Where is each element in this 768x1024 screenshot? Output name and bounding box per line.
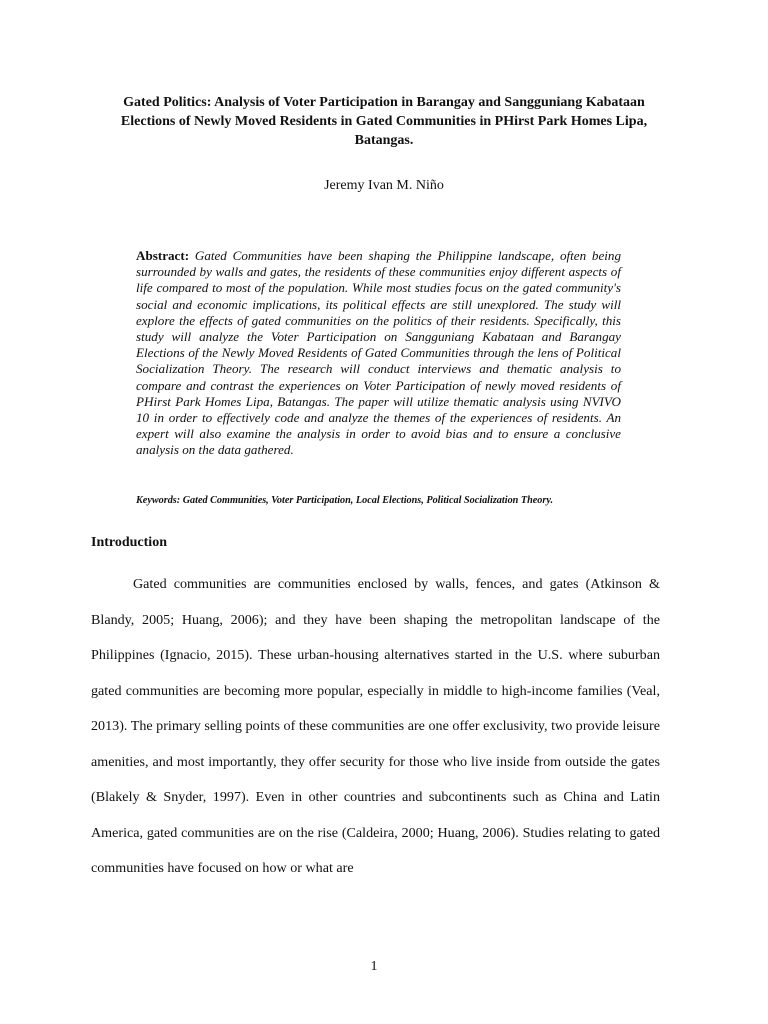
- title-line: Gated Politics: Analysis of Voter Participation in Barangay and Sangguniang Kabataan: [123, 95, 645, 110]
- keywords-line: Keywords: Gated Communities, Voter Participation, Local Elections, Political Socialization Theory.: [136, 495, 554, 506]
- paper-title: [80, 93, 688, 150]
- section-heading-introduction: Introduction: [91, 535, 167, 550]
- abstract-block: [136, 248, 621, 459]
- abstract-text: Gated Communities have been shaping the Philippine landscape, often being surrounded by walls and gates, the residents of these communities enjoy different aspects of life compared to most of the population. While most studies focus on the gated community's social and economic implications, its political effects are still unexplored. The study will explore the effects of gated communities on the politics of their residents. Specifically, this study will analyze the Voter Participation on Sangguniang Kabataan and Barangay Elections of the Newly Moved Residents of Gated Communities through the lens of Political Socialization Theory. The research will conduct interviews and thematic analysis to compare and contrast the experiences on Voter Participation of newly moved residents of PHirst Park Homes Lipa, Batangas. The paper will utilize thematic analysis using NVIVO 10 in order to effectively code and analyze the themes of the experiences of residents. An expert will also examine the analysis in order to avoid bias and to ensure a conclusive analysis on the data gathered.: [136, 248, 621, 458]
- page-number: 1: [370, 959, 378, 974]
- title-line: Batangas.: [354, 133, 414, 148]
- title-line: Elections of Newly Moved Residents in Gated Communities in PHirst Park Homes Lipa,: [120, 114, 648, 129]
- author-name: Jeremy Ivan M. Niño: [324, 178, 444, 193]
- abstract-label: Abstract:: [136, 248, 195, 263]
- introduction-paragraph: Gated communities are communities enclosed by walls, fences, and gates (Atkinson & Blandy, 2005; Huang, 2006); and they have been shaping the metropolitan landscape of the Philippines (Ignacio, 2015). These urban-housing alternatives started in the U.S. where suburban gated communities are becoming more popular, especially in middle to high-income families (Veal, 2013). The primary selling points of these communities are one offer exclusivity, two provide leisure amenities, and most importantly, they offer security for those who live inside from outside the gates (Blakely & Snyder, 1997). Even in other countries and subcontinents such as China and Latin America, gated communities are on the rise (Caldeira, 2000; Huang, 2006). Studies relating to gated communities have focused on how or what are: [91, 576, 660, 876]
